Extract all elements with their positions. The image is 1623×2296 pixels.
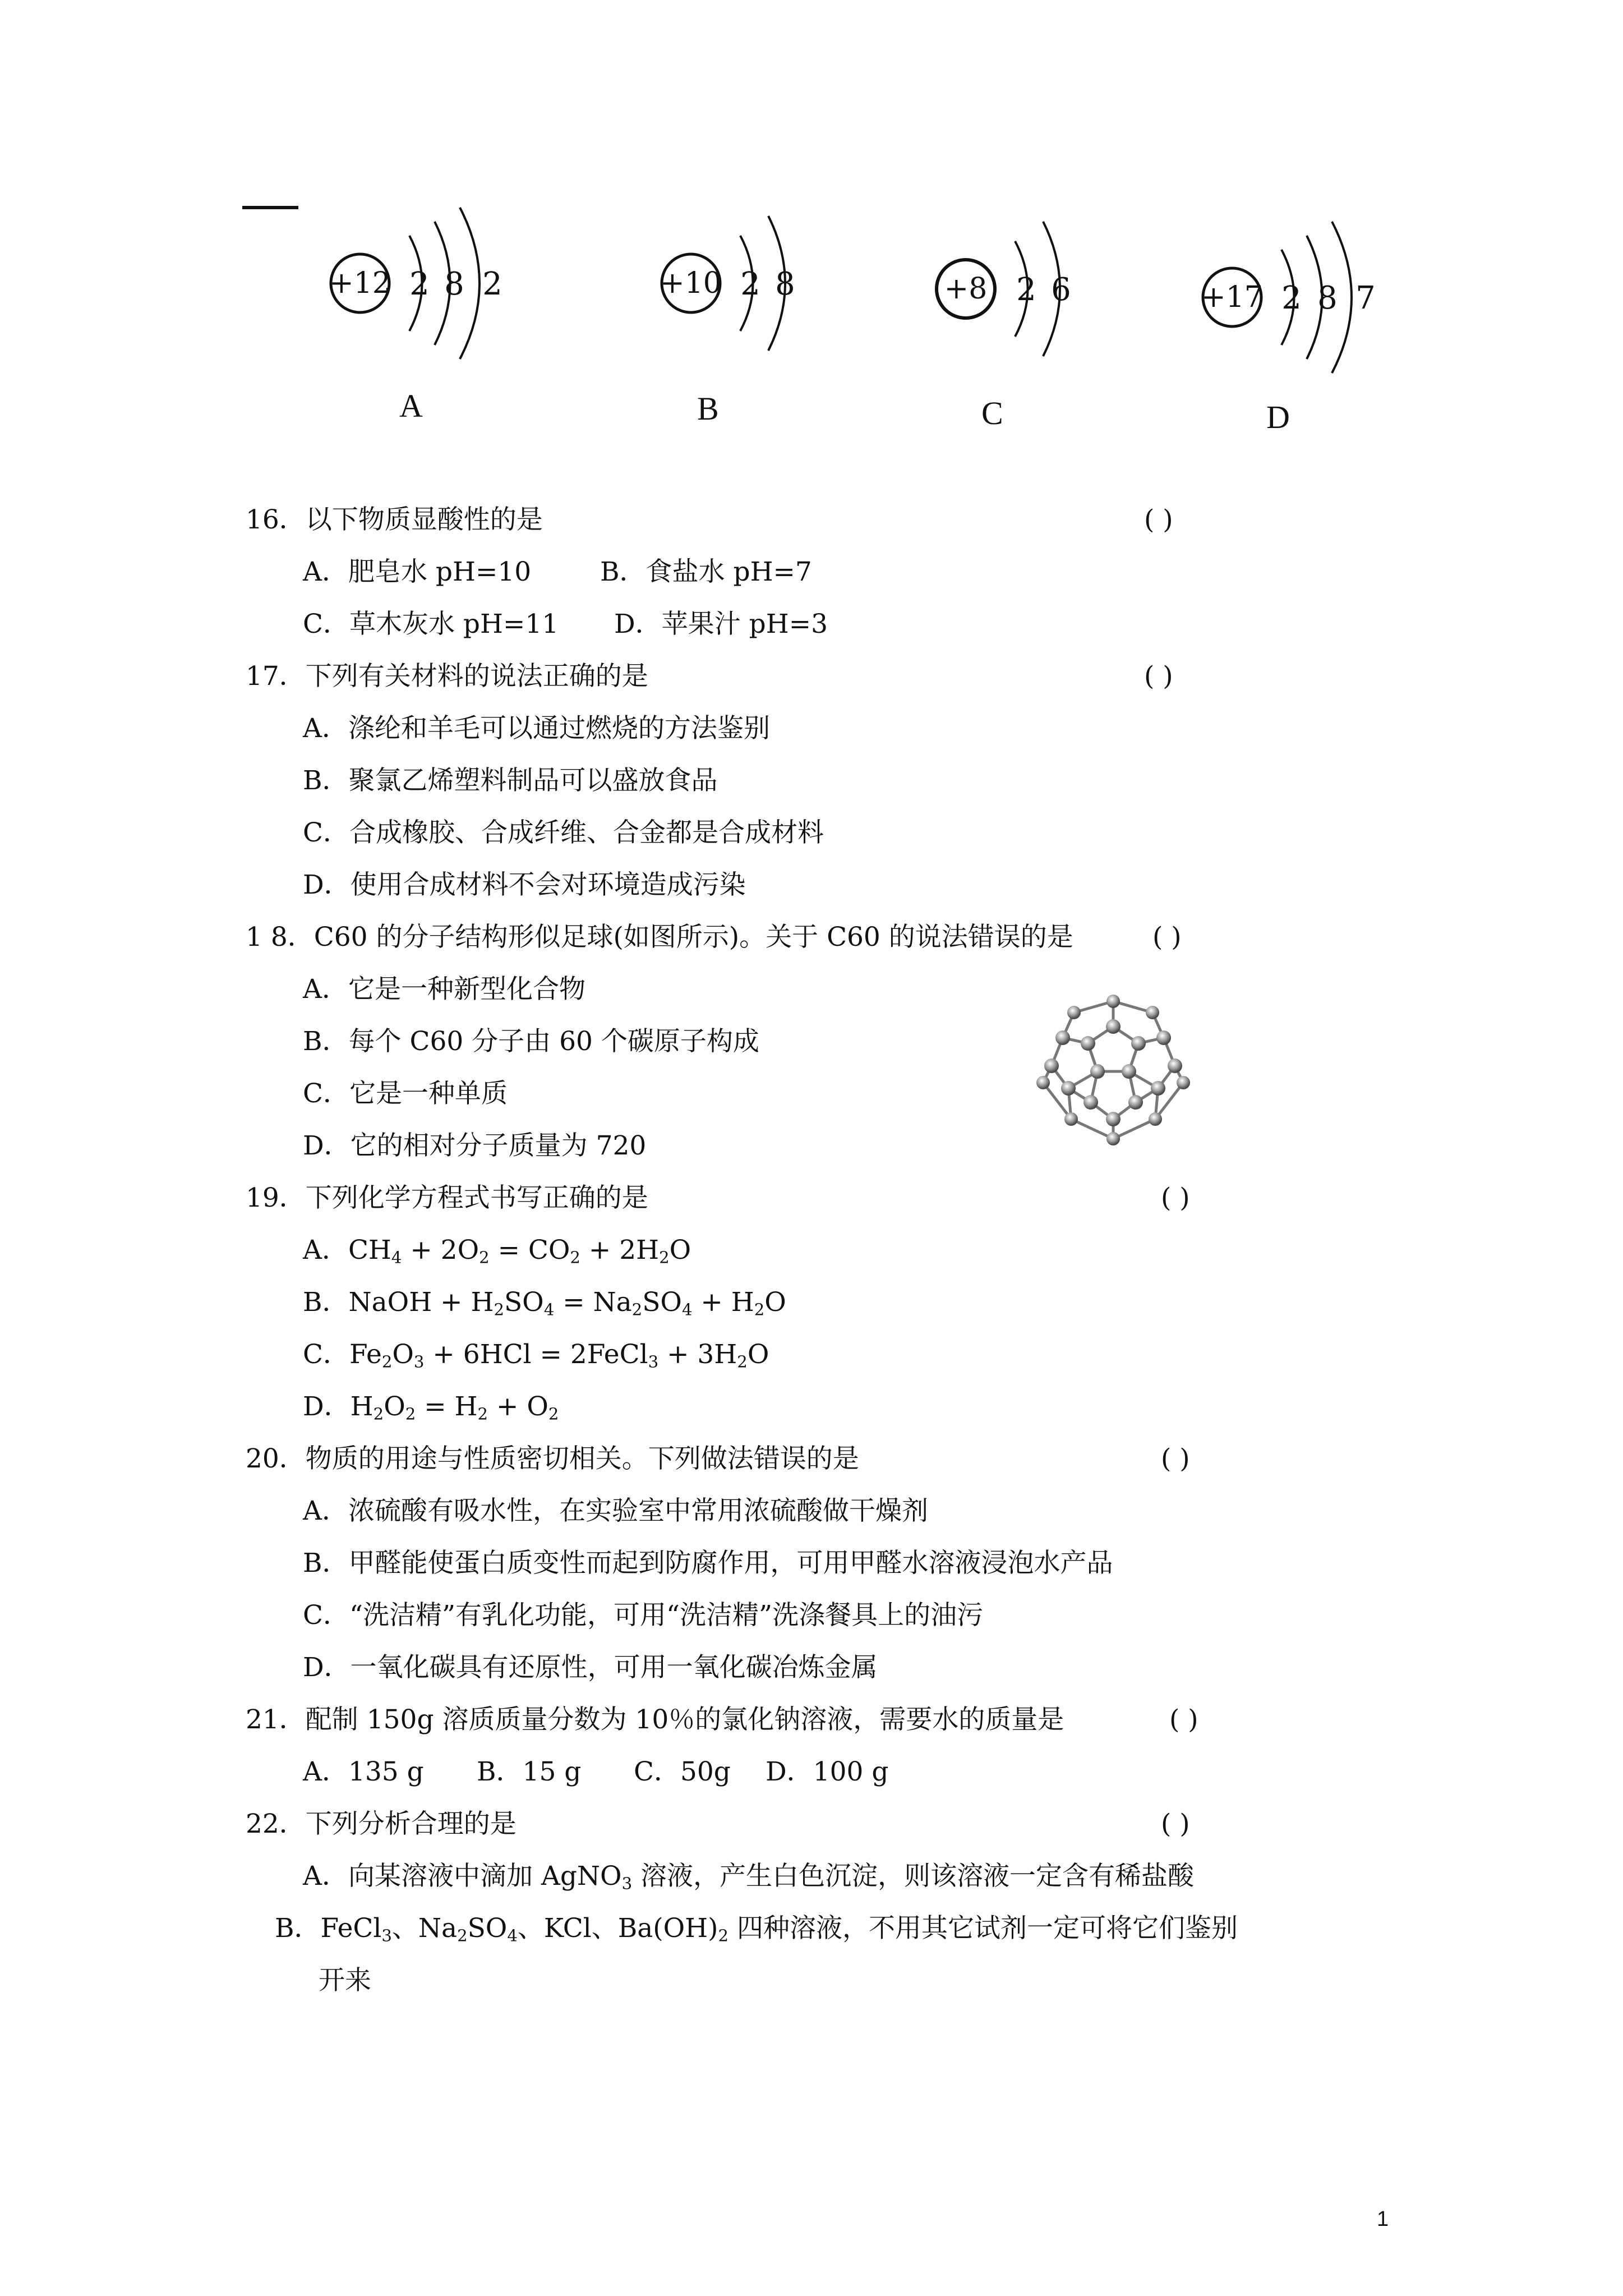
option: B．FeCl$_3$、$Na_2SO_4$、KCl、$Ba(OH)_2$ 四种溶液，不用其它试剂一定可将它们鉴别 <box>275 1913 1238 1945</box>
option: B．聚氯乙烯塑料制品可以盛放食品 <box>303 765 718 796</box>
option: B．食盐水 pH=7 <box>600 556 812 587</box>
option: D．使用合成材料不会对环境造成污染 <box>303 869 746 900</box>
atom-diagram-c <box>931 208 1110 370</box>
nucleus-label: +10 <box>660 266 722 300</box>
option: D．100 g <box>766 1756 889 1787</box>
atom-label-d: D <box>1266 399 1290 435</box>
shell-count: 2 <box>409 266 430 302</box>
option: D．苹果汁 pH=3 <box>614 609 828 639</box>
question-17-stem: 17．下列有关材料的说法正确的是 <box>246 661 648 692</box>
nucleus-label: +17 <box>1201 280 1263 314</box>
nucleus-label: +12 <box>329 266 391 300</box>
c60-fullerene-image <box>1029 987 1197 1152</box>
shell-count: 8 <box>1317 280 1338 316</box>
atom-label-a: A <box>399 388 423 424</box>
shell-count: 2 <box>1281 280 1302 316</box>
atom-diagram-a <box>325 202 538 365</box>
option: B．甲醛能使蛋白质变性而起到防腐作用，可用甲醛水溶液浸泡水产品 <box>303 1548 1113 1579</box>
question-19-stem: 19．下列化学方程式书写正确的是 <box>246 1182 648 1213</box>
atom-diagram-b <box>656 202 836 365</box>
answer-paren: ( ) <box>1169 1704 1198 1735</box>
nucleus-label: +8 <box>944 272 988 306</box>
option: B．每个 C60 分子由 60 个碳原子构成 <box>303 1026 759 1057</box>
answer-blank-line <box>242 206 298 209</box>
option-continuation: 开来 <box>319 1965 371 1996</box>
option: D．它的相对分子质量为 720 <box>303 1130 647 1161</box>
question-16-stem: 16．以下物质显酸性的是 <box>246 504 543 535</box>
answer-paren: ( ) <box>1161 1809 1190 1839</box>
option: A．135 g <box>303 1756 424 1787</box>
question-18-stem: 1 8．C60 的分子结构形似足球(如图所示)。关于 C60 的说法错误的是 <box>246 922 1073 953</box>
option: C．50g <box>634 1756 731 1787</box>
answer-paren: ( ) <box>1152 922 1182 953</box>
option: C．草木灰水 pH=11 <box>303 609 559 639</box>
shell-count: 7 <box>1355 280 1376 316</box>
option: A．$CH_4 + 2O_2 = CO_2 + 2H_2O$ <box>303 1235 691 1267</box>
shell-count: 2 <box>482 266 502 302</box>
option: B．15 g <box>477 1756 582 1787</box>
question-21-stem: 21．配制 150g 溶质质量分数为 10％的氯化钠溶液，需要水的质量是 <box>246 1704 1064 1735</box>
page-number: 1 <box>1377 2207 1389 2231</box>
question-20-stem: 20．物质的用途与性质密切相关。下列做法错误的是 <box>246 1443 859 1474</box>
shell-count: 2 <box>1016 272 1036 308</box>
shell-count: 6 <box>1051 272 1071 308</box>
option: A．它是一种新型化合物 <box>303 974 585 1005</box>
option: D．一氧化碳具有还原性，可用一氧化碳冶炼金属 <box>303 1652 878 1683</box>
answer-paren: ( ) <box>1144 661 1173 692</box>
question-22-stem: 22．下列分析合理的是 <box>246 1809 517 1839</box>
option: A．浓硫酸有吸水性，在实验室中常用浓硫酸做干燥剂 <box>303 1496 928 1526</box>
option: C．它是一种单质 <box>303 1078 508 1109</box>
shell-count: 8 <box>775 266 795 302</box>
option: C．$Fe_2O_3 + 6HCl$ = 2FeCl$_3$ + $3H_2O$ <box>303 1339 769 1372</box>
option: A．涤纶和羊毛可以通过燃烧的方法鉴别 <box>303 713 770 744</box>
atom-label-b: B <box>697 390 719 427</box>
answer-paren: ( ) <box>1161 1182 1190 1213</box>
option: C．合成橡胶、合成纤维、合金都是合成材料 <box>303 817 824 848</box>
option: D．$H_2O_2 = H_2 + O_2$ <box>303 1391 559 1424</box>
shell-count: 2 <box>740 266 760 302</box>
atom-label-c: C <box>981 395 1003 431</box>
option: A．向某溶液中滴加 AgNO$_3$ 溶液，产生白色沉淀，则该溶液一定含有稀盐酸 <box>303 1861 1195 1893</box>
option: C．“洗洁精”有乳化功能，可用“洗洁精”洗涤餐具上的油污 <box>303 1600 984 1631</box>
option: B．NaOH + $H_2SO_4 = Na_2SO_4 + H_2O$ <box>303 1287 786 1319</box>
atom-diagram-d <box>1197 216 1410 379</box>
shell-count: 8 <box>444 266 464 302</box>
answer-paren: ( ) <box>1161 1443 1190 1474</box>
option: A．肥皂水 pH=10 <box>303 556 532 587</box>
answer-paren: ( ) <box>1144 504 1173 535</box>
